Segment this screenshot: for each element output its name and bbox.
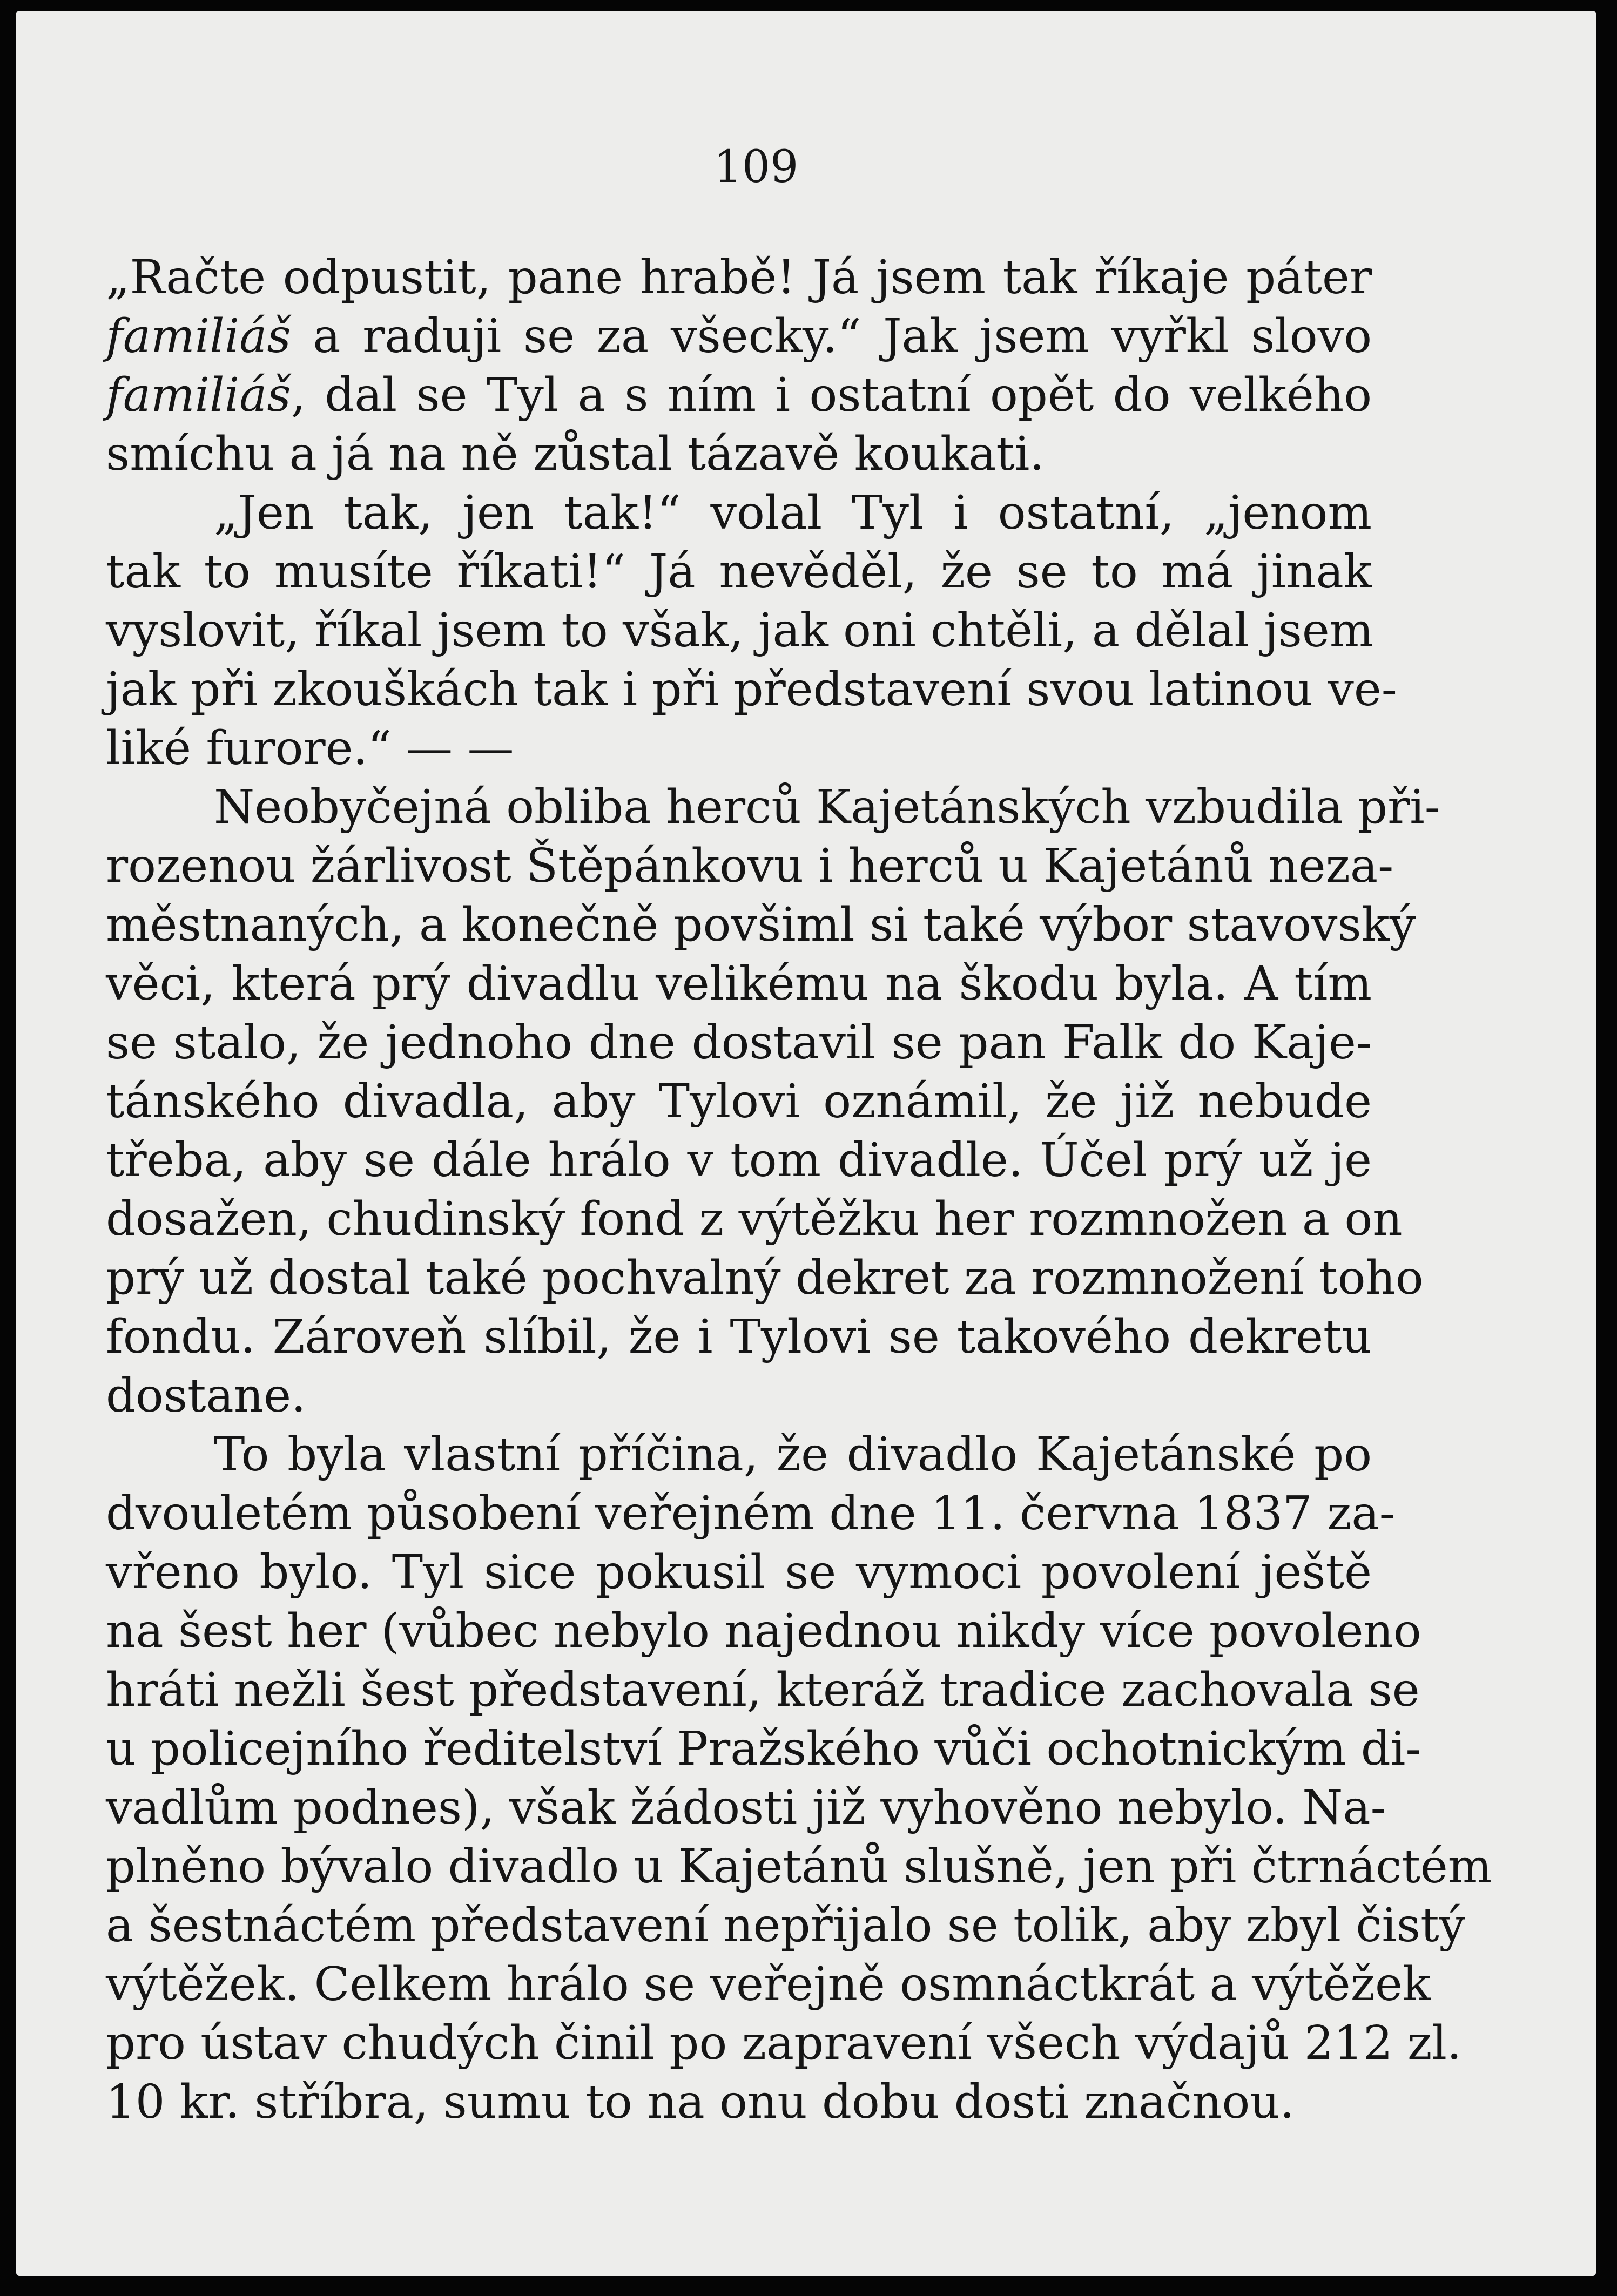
text-line: To byla vlastní příčina, že divadlo Kajetánské po [214, 1428, 1372, 1482]
text-line: u policejního ředitelství Pražského vůči ochotnickým di- [106, 1722, 1421, 1776]
text-line: na šest her (vůbec nebylo najednou nikdy více povoleno [106, 1604, 1421, 1658]
book-page [16, 11, 1596, 2276]
text-line: a šestnáctém představení nepřijalo se tolik, aby zbyl čistý [106, 1899, 1466, 1953]
text-line: Neobyčejná obliba herců Kajetánských vzbudila při- [214, 780, 1440, 834]
text-line: liké furore.“ — — [106, 721, 514, 775]
text-line: „Jen tak, jen tak!“ volal Tyl i ostatní, „jenom [214, 486, 1372, 540]
text-line: dvouletém působení veřejném dne 11. června 1837 za- [106, 1487, 1395, 1541]
text-line: vyslovit, říkal jsem to však, jak oni chtěli, a dělal jsem [106, 604, 1374, 658]
text-line: vřeno bylo. Tyl sice pokusil se vymoci povolení ještě [106, 1545, 1372, 1599]
page-number: 109 [713, 141, 799, 193]
text-line: věci, která prý divadlu velikému na škodu byla. A tím [106, 957, 1372, 1011]
text-line: dostane. [106, 1369, 306, 1423]
text-line: jak při zkouškách tak i při představení svou latinou ve- [106, 663, 1397, 717]
text-line: dosažen, chudinský fond z výtěžku her rozmnožen a on [106, 1192, 1403, 1246]
text-line: třeba, aby se dále hrálo v tom divadle. Účel prý už je [106, 1133, 1372, 1187]
text-line: se stalo, že jednoho dne dostavil se pan Falk do Kaje- [106, 1016, 1372, 1070]
text-line: smíchu a já na ně zůstal tázavě koukati. [106, 427, 1045, 481]
text-line: městnaných, a konečně povšiml si také výbor stavovský [106, 898, 1416, 952]
line-text: , dal se Tyl a s ním i ostatní opět do velkého [291, 368, 1372, 422]
text-line: 10 kr. stříbra, sumu to na onu dobu dosti značnou. [106, 2075, 1295, 2129]
text-line: hráti nežli šest představení, kteráž tradice zachovala se [106, 1663, 1420, 1717]
text-line [106, 307, 1372, 366]
text-line: vadlům podnes), však žádosti již vyhověno nebylo. Na- [106, 1781, 1386, 1835]
text-line: rozenou žárlivost Štěpánkovu i herců u Kajetánů neza- [106, 839, 1394, 893]
body-text [106, 248, 1492, 2132]
text-line [106, 366, 1372, 425]
italic-word: familiáš [106, 368, 291, 422]
text-line: fondu. Zároveň slíbil, že i Tylovi se takového dekretu [106, 1310, 1372, 1364]
text-line: tak to musíte říkati!“ Já nevěděl, že se to má jinak [106, 545, 1372, 599]
text-line: tánského divadla, aby Tylovi oznámil, že již nebude [106, 1075, 1372, 1129]
italic-word: familiáš [106, 309, 291, 363]
text-line: prý už dostal také pochvalný dekret za rozmnožení toho [106, 1251, 1424, 1305]
text-line: „Račte odpustit, pane hrabě! Já jsem tak říkaje páter [106, 251, 1372, 305]
text-line: plněno bývalo divadlo u Kajetánů slušně, jen při čtrnáctém [106, 1840, 1492, 1894]
line-text: a raduji se za všecky.“ Jak jsem vyřkl slovo [291, 309, 1372, 363]
text-line: výtěžek. Celkem hrálo se veřejně osmnáctkrát a výtěžek [106, 1957, 1431, 2011]
text-line: pro ústav chudých činil po zapravení všech výdajů 212 zl. [106, 2016, 1462, 2070]
